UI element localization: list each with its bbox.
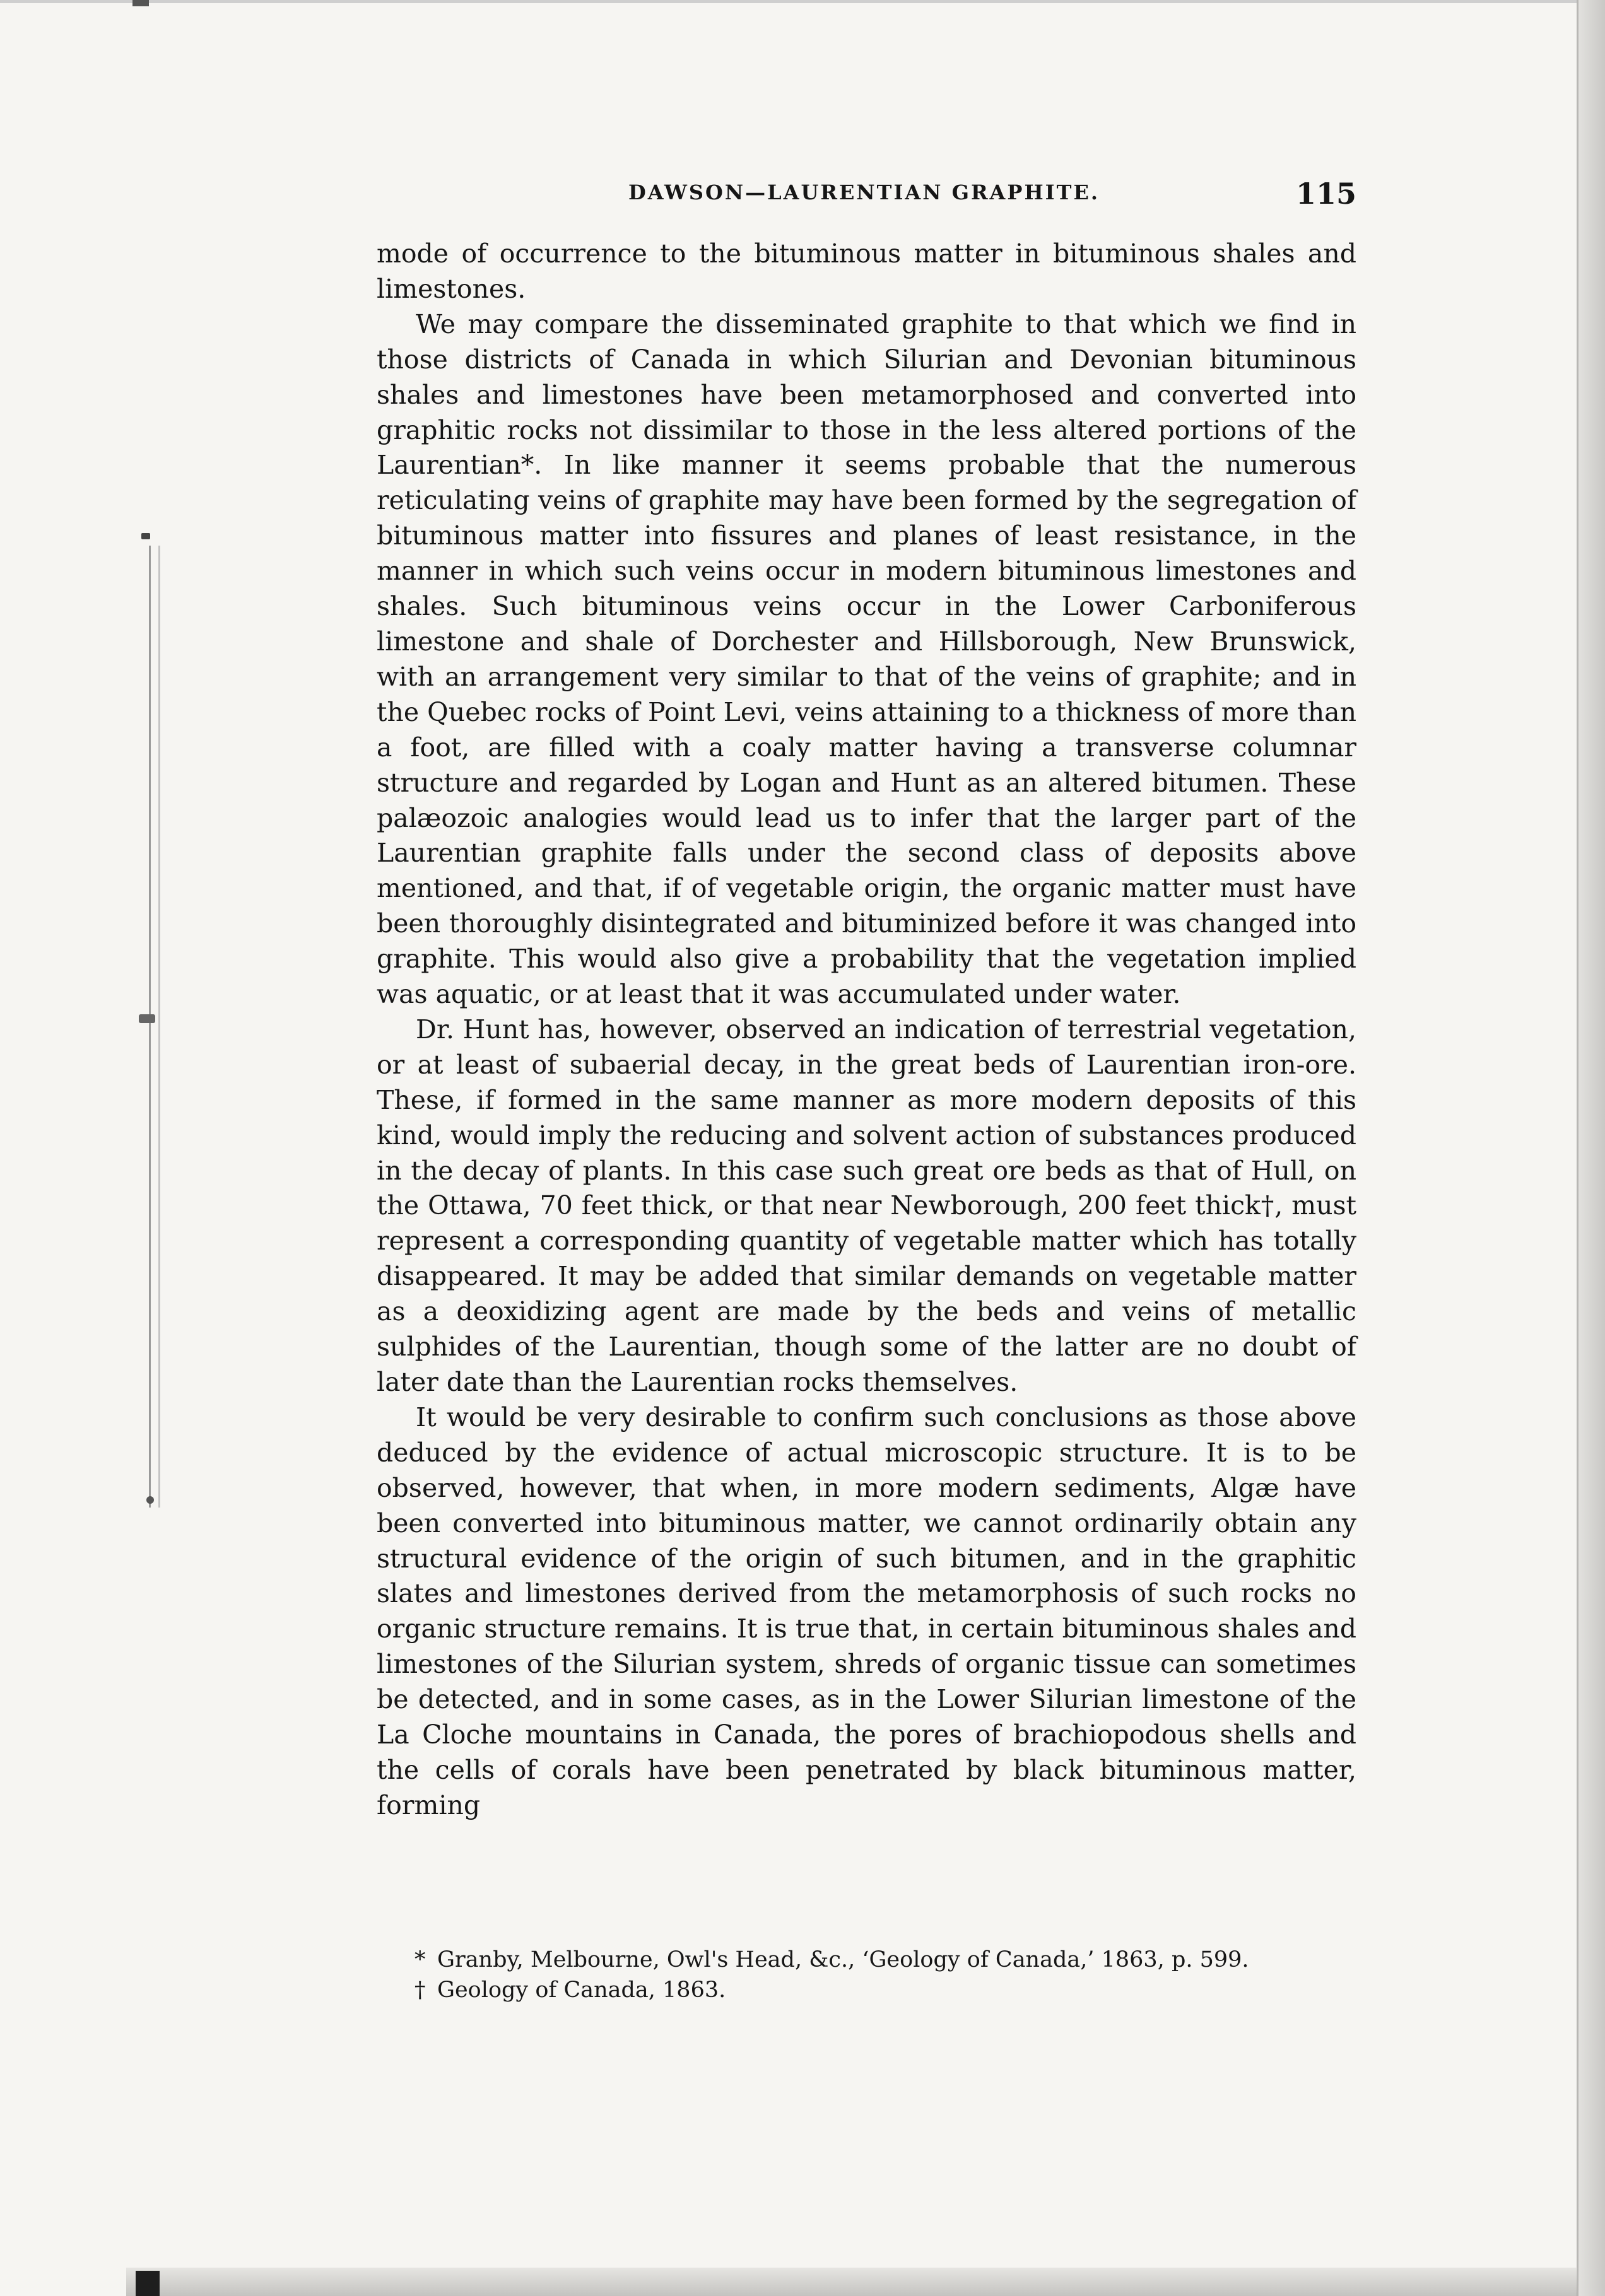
scan-bottom-mark — [136, 2271, 160, 2296]
body-text — [377, 237, 1356, 1824]
page-number: 115 — [1295, 177, 1356, 211]
page-edge — [1577, 0, 1605, 2296]
scan-bottom-shadow — [126, 2268, 1577, 2296]
running-head — [379, 177, 1356, 211]
margin-bracket-line — [149, 546, 160, 1508]
margin-bracket-bottom-mark — [146, 1496, 154, 1504]
scan-top-mark — [132, 0, 149, 6]
paragraph-continued: mode of occurrence to the bituminous matter in bituminous shales and limestones. — [377, 238, 1356, 304]
footnote — [414, 1975, 1361, 2005]
footnote — [414, 1945, 1361, 1975]
margin-bracket-mid-mark — [139, 1014, 155, 1023]
paragraph: It would be very desirable to confirm such conclusions as those above deduced by the evidence of actual microscopic structure. It is to be observed, however, that when, in more modern sediments, Algæ have been converted into bituminous matter, we cannot ordinarily obtain any structural evidence of the origin of such bitumen, and in the graphitic slates and limestones derived from the metamorphosis of such rocks no organic structure remains. It is true that, in certain bituminous shales and limestones of the Silurian system, shreds of organic tissue can sometimes be detected, and in some cases, as in the Lower Silurian limestone of the La Cloche mountains in Canada, the pores of brachiopodous shells and the cells of corals have been penetrated by black bituminous matter, forming — [377, 1402, 1356, 1820]
running-title: DAWSON—LAURENTIAN GRAPHITE. — [628, 180, 1100, 204]
footnote-text: Granby, Melbourne, Owl's Head, &c., ‘Geology of Canada,’ 1863, p. 599. — [437, 1947, 1249, 1972]
margin-bracket-top-mark — [141, 533, 150, 539]
scan-top-edge — [0, 0, 1579, 3]
footnote-mark: * — [414, 1947, 426, 1972]
footnotes — [414, 1945, 1361, 2005]
footnote-text: Geology of Canada, 1863. — [437, 1977, 726, 2003]
paragraph: We may compare the disseminated graphite to that which we find in those districts of Canada in which Silurian and Devonian bituminous shales and limestones have been metamorphosed and converted into graphitic rocks not dissimilar to those in the less altered portions of the Laurentian*. In like manner it seems probable that the numerous reticulating veins of graphite may have been formed by the segregation of bituminous matter into fissures and planes of least resistance, in the manner in which such veins occur in modern bituminous limestones and shales. Such bituminous veins occur in the Lower Carboniferous limestone and shale of Dorchester and Hillsborough, New Brunswick, with an arrangement very similar to that of the veins of graphite; and in the Quebec rocks of Point Levi, veins attaining to a thickness of more than a foot, are filled with a coaly matter having a transverse columnar structure and regarded by Logan and Hunt as an altered bitumen. These palæozoic analogies would lead us to infer that the larger part of the Laurentian graphite falls under the second class of deposits above mentioned, and that, if of vegetable origin, the organic matter must have been thoroughly disintegrated and bituminized before it was changed into graphite. This would also give a probability that the vegetation implied was aquatic, or at least that it was accumulated under water. — [377, 308, 1356, 1010]
footnote-mark: † — [414, 1977, 426, 2003]
paragraph: Dr. Hunt has, however, observed an indication of terrestrial vegetation, or at least of subaerial decay, in the great beds of Laurentian iron-ore. These, if formed in the same manner as more modern deposits of this kind, would imply the reducing and solvent action of substances produced in the decay of plants. In this case such great ore beds as that of Hull, on the Ottawa, 70 feet thick, or that near Newborough, 200 feet thick†, must represent a corresponding quantity of vegetable matter which has totally disappeared. It may be added that similar demands on vegetable matter as a deoxidizing agent are made by the beds and veins of metallic sulphides of the Laurentian, though some of the latter are no doubt of later date than the Laurentian rocks themselves. — [377, 1014, 1356, 1397]
